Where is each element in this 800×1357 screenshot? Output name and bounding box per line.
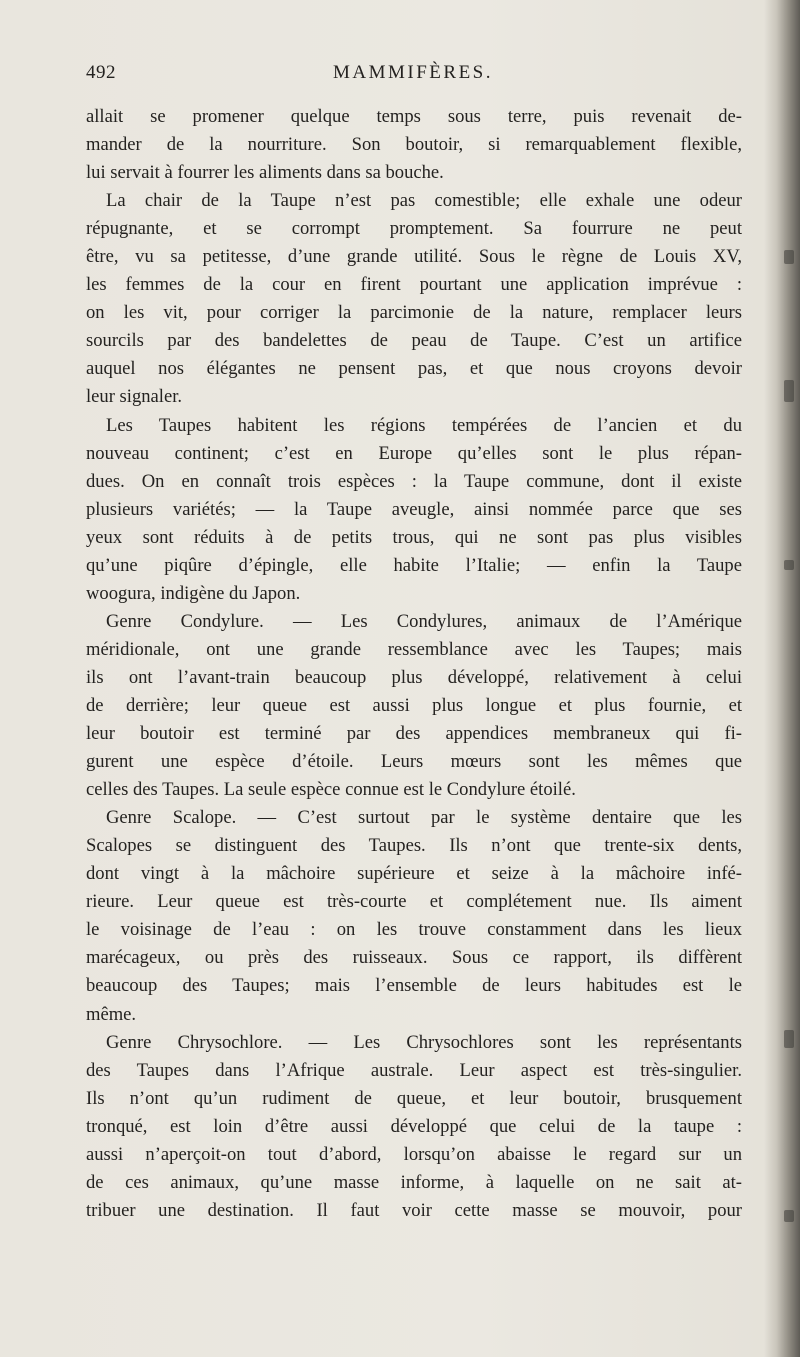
text-line: de ces animaux, qu’une masse informe, à laquelle on ne sait at-	[86, 1171, 742, 1193]
body-text	[86, 103, 742, 1225]
text-line: dues. On en connaît trois espèces : la Taupe commune, dont il existe	[86, 470, 742, 492]
text-line: méridionale, ont une grande ressemblance avec les Taupes; mais	[86, 638, 742, 660]
text-line: tribuer une destination. Il faut voir cette masse se mouvoir, pour	[86, 1199, 742, 1221]
text-line: woogura, indigène du Japon.	[86, 582, 301, 604]
text-line: sourcils par des bandelettes de peau de Taupe. C’est un artifice	[86, 330, 742, 352]
text-line: auquel nos élégantes ne pensent pas, et que nous croyons devoir	[86, 358, 742, 380]
text-line: Les Taupes habitent les régions tempérées de l’ancien et du	[106, 414, 742, 436]
text-line: leur signaler.	[86, 386, 183, 408]
text-line: qu’une piqûre d’épingle, elle habite l’Italie; — enfin la Taupe	[86, 554, 742, 576]
text-line: aussi n’aperçoit-on tout d’abord, lorsqu’on abaisse le regard sur un	[86, 1143, 742, 1165]
text-line: Genre Chrysochlore. — Les Chrysochlores sont les représentants	[106, 1031, 742, 1053]
text-line: plusieurs variétés; — la Taupe aveugle, ainsi nommée parce que ses	[86, 498, 742, 520]
page-number: 492	[86, 62, 116, 83]
text-line: être, vu sa petitesse, d’une grande utilité. Sous le règne de Louis XV,	[86, 246, 742, 268]
text-line: Genre Scalope. — C’est surtout par le système dentaire que les	[106, 807, 742, 829]
running-title: MAMMIFÈRES.	[333, 62, 493, 83]
text-line: Genre Condylure. — Les Condylures, animaux de l’Amérique	[106, 610, 742, 632]
text-line: nouveau continent; c’est en Europe qu’elles sont le plus répan-	[86, 442, 742, 464]
text-line: même.	[86, 1003, 137, 1025]
text-line: rieure. Leur queue est très-courte et complétement nue. Ils aiment	[86, 891, 742, 913]
text-line: des Taupes dans l’Afrique australe. Leur aspect est très-singulier.	[86, 1059, 742, 1081]
text-line: yeux sont réduits à de petits trous, qui ne sont pas plus visibles	[86, 526, 742, 548]
text-line: gurent une espèce d’étoile. Leurs mœurs sont les mêmes que	[86, 751, 742, 773]
page-header	[86, 62, 740, 90]
text-line: Ils n’ont qu’un rudiment de queue, et leur boutoir, brusquement	[86, 1087, 742, 1109]
text-line: celles des Taupes. La seule espèce connue est le Condylure étoilé.	[86, 779, 576, 801]
text-line: on les vit, pour corriger la parcimonie de la nature, remplacer leurs	[86, 302, 742, 324]
text-line: La chair de la Taupe n’est pas comestible; elle exhale une odeur	[106, 190, 742, 212]
text-line: tronqué, est loin d’être aussi développé que celui de la taupe :	[86, 1115, 742, 1137]
text-line: ils ont l’avant-train beaucoup plus développé, relativement à celui	[86, 666, 742, 688]
text-line: le voisinage de l’eau : on les trouve constamment dans les lieux	[86, 919, 742, 941]
text-line: mander de la nourriture. Son boutoir, si remarquablement flexible,	[86, 134, 742, 156]
text-line: Scalopes se distinguent des Taupes. Ils n’ont que trente-six dents,	[86, 835, 742, 857]
text-line: beaucoup des Taupes; mais l’ensemble de leurs habitudes est le	[86, 975, 742, 997]
text-line: les femmes de la cour en firent pourtant une application imprévue :	[86, 274, 742, 296]
page-gutter-shadow	[764, 0, 800, 1357]
text-line: allait se promener quelque temps sous terre, puis revenait de-	[86, 106, 742, 127]
text-line: marécageux, ou près des ruisseaux. Sous ce rapport, ils diffèrent	[86, 947, 742, 969]
text-line: de derrière; leur queue est aussi plus longue et plus fournie, et	[86, 694, 742, 716]
text-line: leur boutoir est terminé par des appendices membraneux qui fi-	[86, 723, 742, 745]
text-line: lui servait à fourrer les aliments dans sa bouche.	[86, 162, 444, 184]
text-line: dont vingt à la mâchoire supérieure et seize à la mâchoire infé-	[86, 863, 742, 885]
text-line: répugnante, et se corrompt promptement. Sa fourrure ne peut	[86, 218, 742, 240]
